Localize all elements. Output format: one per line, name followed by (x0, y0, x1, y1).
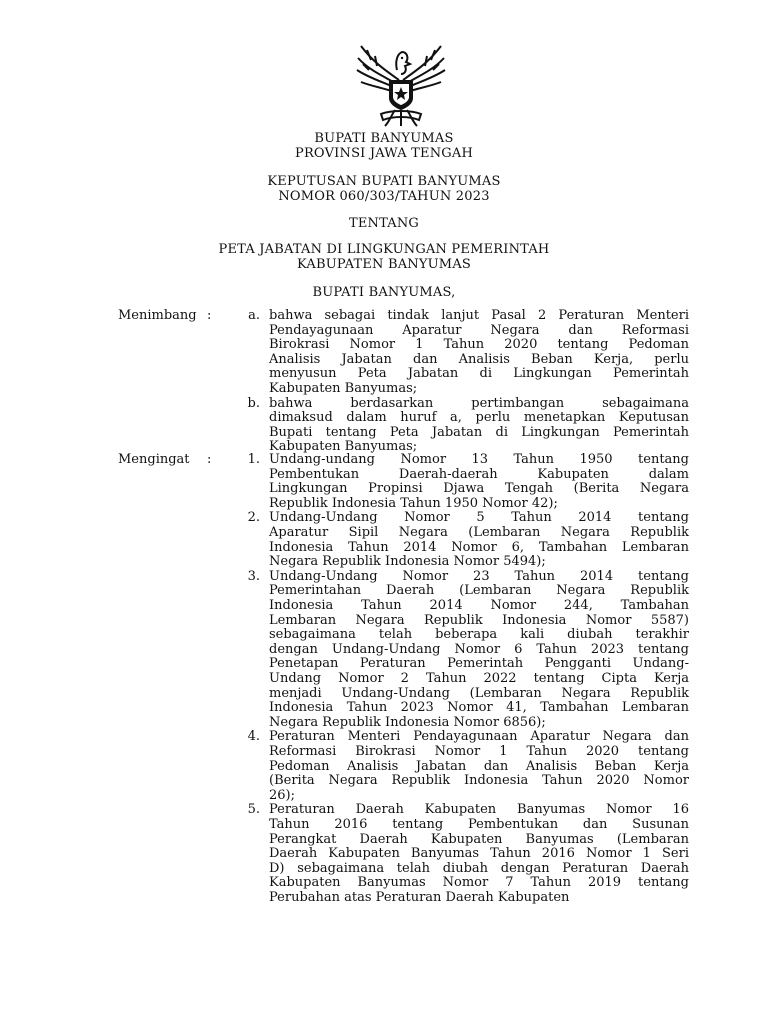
text-line: Peraturan Daerah Kabupaten Banyumas Nomor 16 (269, 802, 689, 818)
text-line: Kabupaten Banyumas; (269, 439, 418, 455)
text-line: Analisis Jabatan dan Analisis Beban Kerja, perlu (269, 351, 689, 367)
text-line: Undang Nomor 2 Tahun 2022 tentang Cipta Kerja (269, 670, 689, 686)
subject-line-2: KABUPATEN BANYUMAS (296, 257, 472, 272)
text-line: Birokrasi Nomor 1 Tahun 2020 tentang Pedoman (269, 337, 689, 353)
text-line: Indonesia Tahun 2014 Nomor 244, Tambahan (269, 597, 689, 613)
mengingat-colon: : (207, 452, 212, 467)
mengingat-label: Mengingat (118, 452, 190, 467)
text-line: Perubahan atas Peraturan Daerah Kabupaten (269, 889, 570, 905)
text-line: Tahun 2016 tentang Pembentukan dan Susunan (269, 816, 689, 832)
authority-line: BUPATI BANYUMAS, (312, 285, 456, 300)
mengingat-item-marker: 5. (247, 802, 260, 818)
text-line: bahwa sebagai tindak lanjut Pasal 2 Peraturan Menteri (269, 308, 689, 323)
mengingat-item-text (269, 511, 689, 569)
text-line: Lingkungan Propinsi Djawa Tengah (Berita Negara (269, 481, 689, 497)
text-line: sebagaimana telah beberapa kali diubah terakhir (269, 627, 689, 643)
text-line: Perangkat Daerah Kabupaten Banyumas (Lembaran (269, 831, 689, 847)
text-line: Lembaran Negara Republik Indonesia Nomor 5587) (269, 612, 689, 628)
text-line: Aparatur Sipil Negara (Lembaran Negara Republik (269, 524, 689, 540)
text-line: Negara Republik Indonesia Nomor 6856); (269, 714, 546, 730)
mengingat-item-text (269, 730, 689, 803)
mengingat-item-marker: 1. (247, 452, 260, 467)
text-line: dengan Undang-Undang Nomor 6 Tahun 2023 tentang (269, 641, 689, 657)
text-line: bahwa berdasarkan pertimbangan sebagaimana (269, 395, 689, 411)
mengingat-item-marker: 4. (247, 729, 260, 745)
mengingat-item-text (269, 453, 689, 511)
text-line: menyusun Peta Jabatan di Lingkungan Pemerintah (269, 366, 689, 382)
decree-number: NOMOR 060/303/TAHUN 2023 (278, 189, 490, 204)
tentang-heading: TENTANG (348, 216, 420, 231)
text-line: Kabupaten Banyumas Nomor 7 Tahun 2019 tentang (269, 875, 689, 891)
garuda-pancasila-icon (355, 40, 447, 128)
text-line: Negara Republik Indonesia Nomor 5494); (269, 554, 546, 570)
menimbang-item-marker: b. (247, 395, 260, 411)
text-line: Pendayagunaan Aparatur Negara dan Reformasi (269, 322, 689, 338)
text-line: Indonesia Tahun 2023 Nomor 41, Tambahan Lembaran (269, 700, 689, 716)
text-line: Peraturan Menteri Pendayagunaan Aparatur Negara dan (269, 729, 689, 745)
text-line: Kabupaten Banyumas; (269, 380, 418, 396)
text-line: D) sebagaimana telah diubah dengan Peraturan Daerah (269, 860, 689, 876)
menimbang-item-marker: a. (248, 308, 260, 323)
text-line: Reformasi Birokrasi Nomor 1 Tahun 2020 tentang (269, 743, 689, 759)
province-title: PROVINSI JAWA TENGAH (295, 146, 473, 161)
text-line: Undang-Undang Nomor 23 Tahun 2014 tentang (269, 568, 689, 584)
mengingat-item-text (269, 803, 689, 905)
text-line: Undang-Undang Nomor 5 Tahun 2014 tentang (269, 510, 689, 526)
text-line: Indonesia Tahun 2014 Nomor 6, Tambahan Lembaran (269, 539, 689, 555)
text-line: Penetapan Peraturan Pemerintah Pengganti Undang- (269, 656, 689, 672)
text-line: 26); (269, 787, 295, 803)
text-line: Pemerintahan Daerah (Lembaran Negara Republik (269, 583, 689, 599)
mengingat-item-marker: 2. (247, 510, 260, 526)
text-line: Pedoman Analisis Jabatan dan Analisis Beban Kerja (269, 758, 689, 774)
menimbang-item-text (269, 397, 689, 455)
text-line: Daerah Kabupaten Banyumas Tahun 2016 Nomor 1 Seri (269, 846, 689, 862)
menimbang-colon: : (207, 308, 212, 323)
mengingat-item-marker: 3. (247, 568, 260, 584)
subject-line-1: PETA JABATAN DI LINGKUNGAN PEMERINTAH (218, 242, 550, 257)
text-line: Republik Indonesia Tahun 1950 Nomor 42); (269, 495, 558, 511)
menimbang-item-text (269, 309, 689, 397)
text-line: (Berita Negara Republik Indonesia Tahun 2020 Nomor (269, 773, 689, 789)
text-line: Undang-undang Nomor 13 Tahun 1950 tentang (269, 452, 689, 467)
text-line: Pembentukan Daerah-daerah Kabupaten dalam (269, 466, 689, 482)
mengingat-item-text (269, 570, 689, 731)
decree-title: KEPUTUSAN BUPATI BANYUMAS (267, 174, 501, 189)
regent-title: BUPATI BANYUMAS (314, 131, 454, 146)
text-line: menjadi Undang-Undang (Lembaran Negara Republik (269, 685, 689, 701)
text-line: Bupati tentang Peta Jabatan di Lingkungan Pemerintah (269, 424, 689, 440)
text-line: dimaksud dalam huruf a, perlu menetapkan Keputusan (269, 410, 689, 426)
menimbang-label: Menimbang (118, 308, 197, 323)
